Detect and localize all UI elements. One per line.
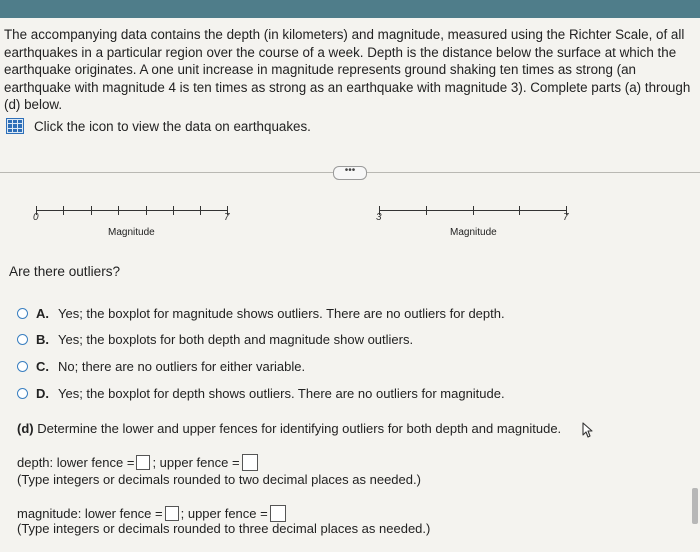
depth-lower-fence-input[interactable] bbox=[136, 455, 150, 470]
option-c[interactable] bbox=[17, 359, 305, 374]
view-data-label[interactable]: Click the icon to view the data on earthquakes. bbox=[34, 118, 311, 134]
expand-button[interactable]: ••• bbox=[333, 166, 367, 180]
radio-icon[interactable] bbox=[17, 361, 28, 372]
depth-upper-label: ; upper fence = bbox=[152, 455, 240, 470]
part-d-text: Determine the lower and upper fences for identifying outliers for both depth and magnitude. bbox=[37, 421, 562, 436]
mouse-pointer-icon bbox=[578, 421, 598, 439]
option-text: Yes; the boxplot for magnitude shows outliers. There are no outliers for depth. bbox=[58, 306, 505, 321]
option-letter: A. bbox=[36, 306, 49, 321]
table-grid-icon[interactable] bbox=[6, 118, 24, 134]
depth-note: (Type integers or decimals rounded to two decimal places as needed.) bbox=[17, 472, 421, 487]
magnitude-note: (Type integers or decimals rounded to three decimal places as needed.) bbox=[17, 521, 431, 536]
radio-icon[interactable] bbox=[17, 308, 28, 319]
radio-icon[interactable] bbox=[17, 334, 28, 345]
vertical-scrollbar[interactable] bbox=[692, 488, 698, 524]
option-d[interactable] bbox=[17, 386, 505, 401]
depth-lower-label: depth: lower fence = bbox=[17, 455, 135, 470]
magnitude-lower-label: magnitude: lower fence = bbox=[17, 506, 163, 521]
option-letter: C. bbox=[36, 359, 49, 374]
option-b[interactable] bbox=[17, 332, 413, 347]
magnitude-fence-row bbox=[17, 505, 288, 522]
top-header-bar bbox=[0, 0, 700, 18]
radio-icon[interactable] bbox=[17, 388, 28, 399]
depth-upper-fence-input[interactable] bbox=[242, 454, 258, 471]
axis-left-min: 0 bbox=[33, 212, 39, 223]
option-letter: B. bbox=[36, 332, 49, 347]
axis-right-min: 3 bbox=[376, 212, 382, 223]
view-data-link[interactable] bbox=[6, 118, 311, 134]
depth-fence-row bbox=[17, 454, 260, 471]
magnitude-lower-fence-input[interactable] bbox=[165, 506, 179, 521]
axis-right-max: 7 bbox=[563, 212, 569, 223]
problem-intro: The accompanying data contains the depth (in kilometers) and magnitude, measured using the Richter Scale, of all earthquakes in a particular region over the course of a week. Depth is the distance below the surface at which the earthquake originates. A one unit increase in magnitude represents ground shaking ten times as strong (an earthquake with magnitude 4 is ten times as strong as an earthquake with magnitude 3). Complete parts (a) through (d) below. bbox=[4, 27, 691, 112]
magnitude-upper-fence-input[interactable] bbox=[270, 505, 286, 522]
axis-left-title: Magnitude bbox=[108, 227, 155, 238]
magnitude-upper-label: ; upper fence = bbox=[180, 506, 268, 521]
option-a[interactable] bbox=[17, 306, 505, 321]
axis-right-title: Magnitude bbox=[450, 227, 497, 238]
option-text: Yes; the boxplots for both depth and magnitude show outliers. bbox=[58, 332, 414, 347]
question-text: Are there outliers? bbox=[9, 264, 121, 279]
part-d-label: (d) bbox=[17, 421, 34, 436]
option-text: Yes; the boxplot for depth shows outliers. There are no outliers for magnitude. bbox=[58, 386, 505, 401]
option-text: No; there are no outliers for either variable. bbox=[58, 359, 306, 374]
part-d-prompt bbox=[17, 421, 561, 436]
axis-left-max: 7 bbox=[224, 212, 230, 223]
option-letter: D. bbox=[36, 386, 49, 401]
